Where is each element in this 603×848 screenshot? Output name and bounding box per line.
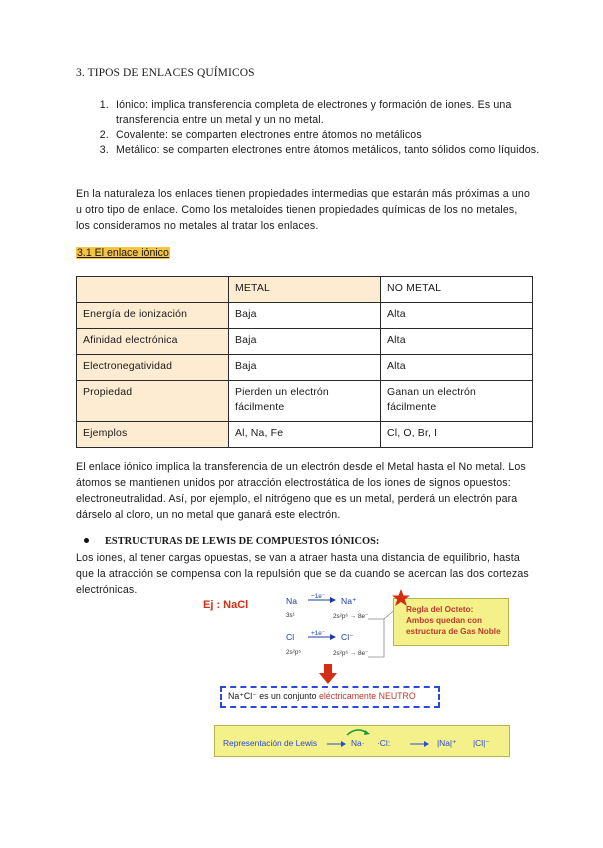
lewis-paragraph: Los iones, al tener cargas opuestas, se van a atraer hasta una distancia de equilibrio, hasta que la atracción se compensa con la repulsión que se da cuando se acercan las dos cortezas electrónicas. — [76, 552, 529, 596]
cl-ion-config: 2s²p⁶ → 8e⁻ — [333, 650, 369, 657]
lewis-cl-ion: |Cl|⁻ — [473, 738, 490, 748]
na-symbol: Na — [286, 596, 297, 606]
table-header-cell: METAL — [229, 277, 381, 303]
table-row — [77, 303, 533, 329]
subsection-title: 3.1 El enlace iónico — [77, 247, 169, 259]
na-arrow-label: −1e⁻ — [311, 593, 326, 600]
table-cell: Alta — [381, 355, 533, 381]
lewis-na: Na· — [351, 738, 365, 748]
octet-rule-body: Ambos quedan con estructura de Gas Noble — [406, 616, 501, 636]
bullet-icon — [84, 538, 89, 543]
na-ion-config: 2s²p⁶ → 8e⁻ — [333, 613, 369, 620]
down-arrow-icon — [318, 664, 338, 686]
table-cell: Baja — [229, 329, 381, 355]
table-cell: Al, Na, Fe — [229, 422, 381, 448]
table-cell: Ganan un electrón fácilmente — [381, 381, 533, 422]
table-row — [77, 381, 533, 422]
list-item: 3. Metálico: se comparten electrones entre átomos metálicos, tanto sólidos como líquidos. — [112, 143, 562, 158]
lewis-cl: ·Cl: — [377, 738, 391, 748]
lewis-na-ion: |Na|⁺ — [437, 738, 457, 748]
arrow-icon — [327, 740, 347, 748]
bracket-line — [368, 619, 384, 657]
lewis-heading — [84, 536, 379, 547]
ionic-paragraph: El enlace iónico implica la transferencia de un electrón desde el Metal hasta el No metal. Los átomos se mantienen unidos por atracción electrostática de los iones de signos opuestos: electroneutralidad. Así, por ejemplo, el nitrógeno que es un metal, perderá un electrón para dárselo al cloro, un no metal que ganará este electrón. — [76, 461, 526, 521]
table-cell: Baja — [229, 355, 381, 381]
neutral-compound-text — [228, 691, 416, 702]
lewis-heading-text: ESTRUCTURAS DE LEWIS DE COMPUESTOS IÓNICOS: — [105, 536, 380, 547]
cl-config: 2s²p⁵ — [286, 649, 302, 656]
cl-ion: Cl⁻ — [341, 632, 354, 642]
table-cell: Pierden un electrón fácilmente — [229, 381, 381, 422]
table-cell: Cl, O, Br, I — [381, 422, 533, 448]
table-cell: Afinidad electrónica — [77, 329, 229, 355]
table-header-cell — [77, 277, 229, 303]
table-cell: Ejemplos — [77, 422, 229, 448]
star-icon — [391, 588, 411, 608]
electron-transfer-curve — [345, 726, 371, 736]
example-label: Ej : NaCl — [203, 599, 249, 611]
table-cell: Energía de ionización — [77, 303, 229, 329]
table-cell: Electronegatividad — [77, 355, 229, 381]
neutral-compound-box — [220, 686, 440, 708]
neutral-pre: Na⁺Cl⁻ es un conjunto — [228, 691, 319, 701]
table-row — [77, 329, 533, 355]
arrowhead-icon — [330, 597, 336, 603]
bond-types-list — [76, 98, 562, 158]
table-header-row — [77, 277, 533, 303]
octet-rule-title: Regla del Octeto: — [406, 605, 474, 614]
list-item: 2. Covalente: se comparten electrones entre átomos no metálicos — [112, 128, 562, 143]
table-header-cell: NO METAL — [381, 277, 533, 303]
table-cell: Alta — [381, 303, 533, 329]
arrow-icon — [410, 740, 430, 748]
table-row — [77, 355, 533, 381]
cl-symbol: Cl — [286, 632, 295, 642]
properties-table — [76, 276, 533, 448]
section-title: 3. TIPOS DE ENLACES QUÍMICOS — [76, 67, 255, 79]
table-cell: Baja — [229, 303, 381, 329]
arrowhead-icon — [330, 634, 336, 640]
table-cell: Alta — [381, 329, 533, 355]
table-row — [77, 422, 533, 448]
lewis-label: Representación de Lewis — [223, 738, 318, 748]
table-cell: Propiedad — [77, 381, 229, 422]
neutral-emphasis: eléctricamente NEUTRO — [318, 691, 416, 701]
na-config: 3s¹ — [286, 612, 295, 619]
intro-paragraph: En la naturaleza los enlaces tienen propiedades intermedias que estarán más próximas a uno u otro tipo de enlace. Como los metaloides tienen propiedades químicas de los no metales, los consideramos no metales al tratar los enlaces. — [76, 188, 530, 232]
cl-arrow-label: +1e⁻ — [311, 630, 326, 637]
na-ion: Na⁺ — [341, 596, 357, 606]
list-item: 1. Iónico: implica transferencia completa de electrones y formación de iones. Es una transferencia entre un metal y un no metal. — [112, 98, 562, 128]
